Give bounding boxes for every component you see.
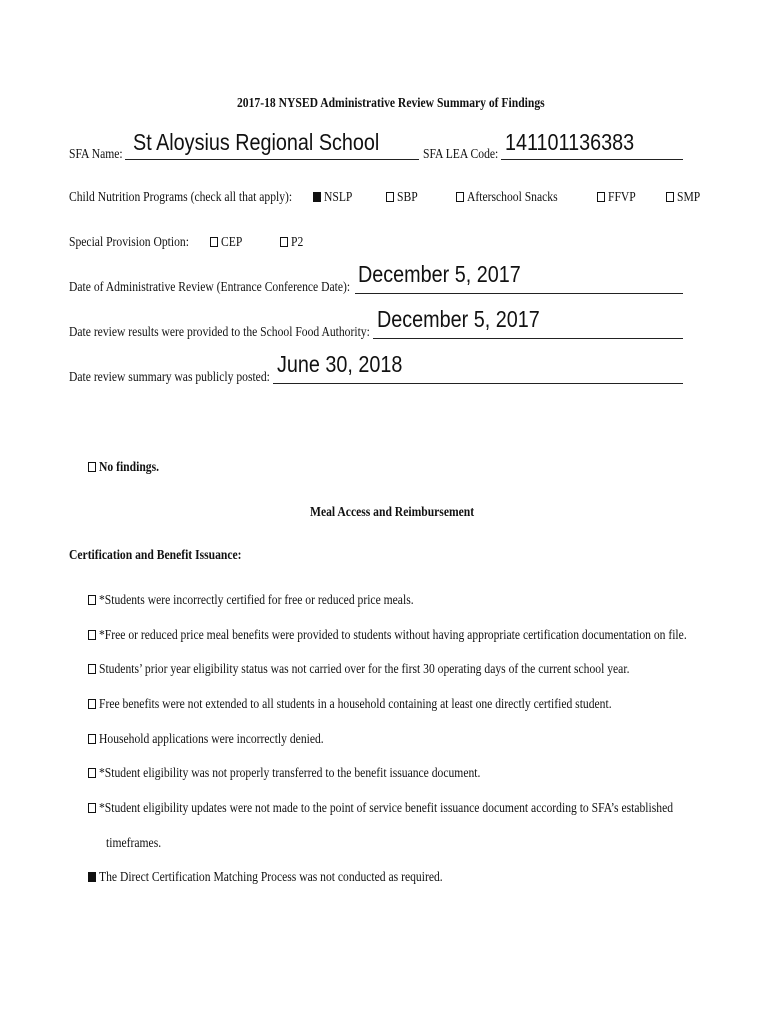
programs-label: Child Nutrition Programs (check all that apply): [69,189,293,204]
checkbox-icon[interactable] [280,237,288,247]
sfa-name-label: SFA Name: [69,146,123,161]
checkbox-icon[interactable] [88,462,96,472]
program-option-nslp[interactable]: NSLP [313,189,357,205]
checkbox-checked-icon[interactable] [313,192,321,202]
finding-item[interactable]: *Free or reduced price meal benefits were provided to students without having appropriate certification documentation on file. [88,627,770,643]
checkbox-icon[interactable] [88,630,96,640]
checkbox-icon[interactable] [88,699,96,709]
checkbox-icon[interactable] [88,595,96,605]
results-date-line [373,338,683,339]
finding-item[interactable]: *Student eligibility was not properly transferred to the benefit issuance document. [88,765,543,781]
finding-item[interactable]: The Direct Certification Matching Process was not conducted as required. [88,869,499,885]
posted-date-label: Date review summary was publicly posted: [69,369,270,384]
review-date-field[interactable]: December 5, 2017 [358,261,521,287]
posted-date-field[interactable]: June 30, 2018 [277,351,403,377]
results-date-label: Date review results were provided to the School Food Authority: [69,324,370,339]
no-findings-option[interactable]: No findings. [88,459,169,475]
sfa-lea-line [501,159,683,160]
checkbox-icon[interactable] [88,768,96,778]
finding-item[interactable]: Students’ prior year eligibility status was not carried over for the first 30 operating days of the current school year. [88,661,716,677]
checkbox-icon[interactable] [597,192,605,202]
program-option-afterschool-snacks[interactable]: Afterschool Snacks [456,189,572,205]
subsection-title: Certification and Benefit Issuance: [69,547,242,562]
finding-item-continuation: timeframes. [106,835,162,850]
review-date-line [355,293,683,294]
program-option-ffvp[interactable]: FFVP [597,189,640,205]
program-option-sbp[interactable]: SBP [386,189,421,205]
checkbox-icon[interactable] [210,237,218,247]
checkbox-icon[interactable] [88,803,96,813]
page-title: 2017-18 NYSED Administrative Review Summary of Findings [237,95,545,110]
special-provision-option-cep[interactable]: CEP [210,234,246,250]
checkbox-icon[interactable] [456,192,464,202]
checkbox-icon[interactable] [666,192,674,202]
special-provision-option-p2[interactable]: P2 [280,234,305,250]
finding-item[interactable]: *Students were incorrectly certified for free or reduced price meals. [88,592,465,608]
results-date-field[interactable]: December 5, 2017 [377,306,540,332]
finding-item[interactable]: *Student eligibility updates were not made to the point of service benefit issuance document according to SFA’s established [88,800,766,816]
posted-date-line [273,383,683,384]
special-provision-label: Special Provision Option: [69,234,189,249]
checkbox-icon[interactable] [88,664,96,674]
sfa-lea-field[interactable]: 141101136383 [505,129,635,155]
checkbox-icon[interactable] [386,192,394,202]
checkbox-checked-icon[interactable] [88,872,96,882]
review-date-label: Date of Administrative Review (Entrance Conference Date): [69,279,351,294]
sfa-name-line [125,159,419,160]
finding-item[interactable]: Household applications were incorrectly denied. [88,731,360,747]
program-option-smp[interactable]: SMP [666,189,704,205]
checkbox-icon[interactable] [88,734,96,744]
finding-item[interactable]: Free benefits were not extended to all students in a household containing at least one directly certified student. [88,696,695,712]
section-title: Meal Access and Reimbursement [310,504,475,519]
sfa-name-field[interactable]: St Aloysius Regional School [133,129,380,155]
sfa-lea-label: SFA LEA Code: [423,146,499,161]
